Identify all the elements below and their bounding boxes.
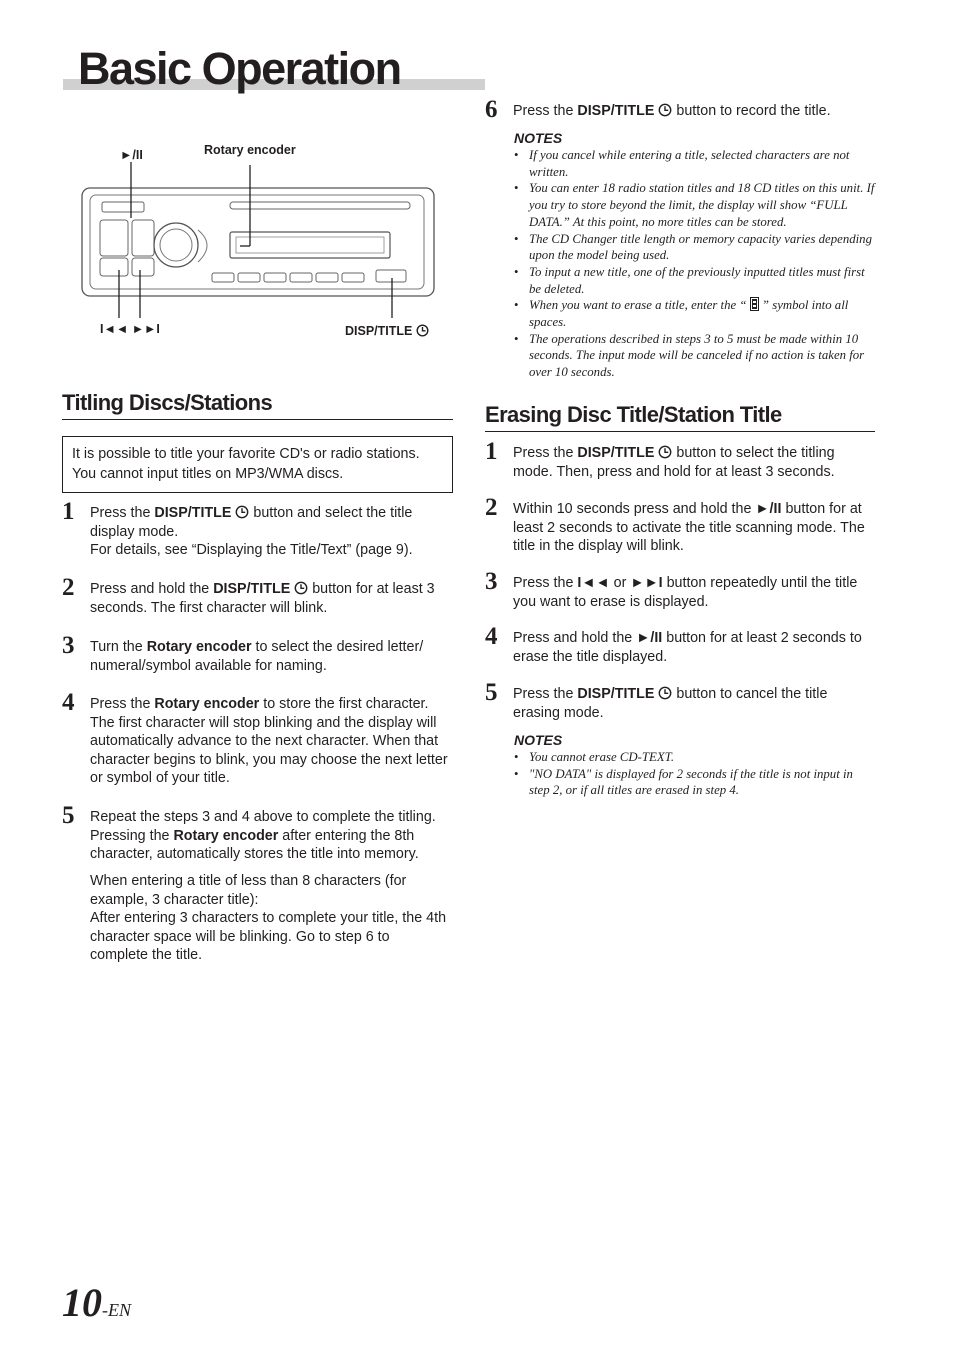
step-text: Press the xyxy=(90,696,155,712)
erasing-notes-heading: NOTES xyxy=(514,732,563,748)
erasing-step-2 xyxy=(485,494,875,556)
step-text: Press the xyxy=(513,445,578,461)
titling-step-6 xyxy=(485,96,875,123)
titling-paragraph-1: When entering a title of less than 8 characters (for example, 3 character title): xyxy=(90,873,407,908)
titling-paragraph-2: After entering 3 characters to complete your title, the 4th character space will be blinking. Go to step 6 to complete the title. xyxy=(90,910,447,964)
step-text: Press the xyxy=(90,505,155,521)
note-item: • You cannot erase CD-TEXT. xyxy=(514,749,875,766)
erasing-step-3 xyxy=(485,568,875,611)
step-text: button for at least 3 seconds. The first character will blink. xyxy=(90,581,435,616)
step-text: button to select the titling mode. Then, press and hold for at least 3 seconds. xyxy=(513,445,835,480)
step-number: 3 xyxy=(62,632,75,659)
note-item: • You can enter 18 radio station titles and 18 CD titles on this unit. If you try to store beyond the limit, the display will show “FULL DATA.” At this point, no more titles can be stored. xyxy=(514,180,875,230)
page-title: Basic Operation xyxy=(78,43,401,94)
note-item: • "NO DATA" is displayed for 2 seconds if the title is not input in step 2, or if all titles are erased in step 4. xyxy=(514,766,875,799)
erasing-step-4 xyxy=(485,623,875,666)
blank-space-symbol-icon xyxy=(750,297,759,311)
note-item: • The CD Changer title length or memory capacity varies depending upon the model being used. xyxy=(514,231,875,264)
titling-step-5 xyxy=(62,802,453,864)
step-text: after entering the 8th character, automatically stores the title into memory. xyxy=(90,827,419,863)
step-text: Repeat the steps 3 and 4 above to complete the titling. Pressing the xyxy=(90,809,436,844)
titling-heading: Titling Discs/Stations xyxy=(62,392,453,420)
button-name: DISP/TITLE xyxy=(577,445,655,461)
step-number: 5 xyxy=(62,802,75,829)
intro-line-2: You cannot input titles on MP3/WMA discs. xyxy=(72,466,344,482)
step-number: 4 xyxy=(62,689,75,716)
titling-notes-list xyxy=(514,147,875,381)
play-pause-icon: ►/II xyxy=(755,501,782,517)
titling-intro-box xyxy=(62,436,453,493)
button-name: DISP/TITLE xyxy=(577,686,655,702)
erasing-step-1 xyxy=(485,438,875,481)
skip-buttons-label: I◄◄ ►►I xyxy=(100,322,160,336)
titling-step-3 xyxy=(62,632,453,675)
step-text: button repeatedly until the title you want to erase is displayed. xyxy=(513,575,858,610)
page-language-suffix: -EN xyxy=(102,1300,131,1320)
control-name: Rotary encoder xyxy=(154,696,260,712)
step-number: 4 xyxy=(485,623,498,650)
disp-title-label: DISP/TITLE xyxy=(345,324,429,338)
note-text: ” symbol into all spaces. xyxy=(529,298,849,330)
step-text: Turn the xyxy=(90,639,147,655)
play-pause-label: ►/II xyxy=(120,148,143,162)
skip-back-icon: I◄◄ xyxy=(577,575,610,591)
titling-step-4 xyxy=(62,689,453,788)
clock-icon xyxy=(658,686,672,700)
rotary-encoder-label: Rotary encoder xyxy=(204,143,296,157)
clock-icon xyxy=(658,103,672,117)
button-name: DISP/TITLE xyxy=(213,581,291,597)
step-text: to store the first character. The first character will stop blinking and the display will automatically advance to the next character. When that character begins to blink, you may choose the next letter or symbol of your title. xyxy=(90,696,448,787)
titling-step-2 xyxy=(62,574,453,617)
step-number: 1 xyxy=(485,438,498,465)
intro-line-1: It is possible to title your favorite CD's or radio stations. xyxy=(72,446,420,462)
step-text: button to record the title. xyxy=(672,103,831,119)
step-text: Press the xyxy=(513,686,578,702)
step-text: Press the xyxy=(513,575,578,591)
step-number: 6 xyxy=(485,96,498,123)
step-text: button to cancel the title erasing mode. xyxy=(513,686,828,721)
page-number-value: 10 xyxy=(62,1280,102,1325)
clock-icon xyxy=(235,505,249,519)
clock-icon xyxy=(294,581,308,595)
play-pause-icon: ►/II xyxy=(636,630,663,646)
step-text: Within 10 seconds press and hold the xyxy=(513,501,756,517)
skip-forward-icon: ►►I xyxy=(630,575,663,591)
step-number: 2 xyxy=(485,494,498,521)
step-number: 3 xyxy=(485,568,498,595)
step-text: button and select the title display mode. xyxy=(90,505,413,540)
step-number: 2 xyxy=(62,574,75,601)
note-item: • To input a new title, one of the previously inputted titles must first be deleted. xyxy=(514,264,875,297)
clock-icon xyxy=(658,445,672,459)
step-text: Press and hold the xyxy=(90,581,214,597)
step-number: 1 xyxy=(62,498,75,525)
note-item: • If you cancel while entering a title, selected characters are not written. xyxy=(514,147,875,180)
erasing-step-5 xyxy=(485,679,875,722)
head-unit-illustration xyxy=(80,140,440,345)
erasing-notes-list xyxy=(514,749,875,799)
step-text: to select the desired letter/ numeral/symbol available for naming. xyxy=(90,639,424,674)
page-number xyxy=(62,1280,131,1325)
step-text: Press the xyxy=(513,103,578,119)
titling-step-1 xyxy=(62,498,453,560)
step-text: Press and hold the xyxy=(513,630,637,646)
control-name: Rotary encoder xyxy=(146,639,252,655)
control-name: Rotary encoder xyxy=(173,827,279,844)
head-unit-diagram xyxy=(80,140,440,345)
button-name: DISP/TITLE xyxy=(577,103,655,119)
button-name: DISP/TITLE xyxy=(154,505,232,521)
note-text: When you want to erase a title, enter the “ xyxy=(529,298,750,313)
step-number: 5 xyxy=(485,679,498,706)
note-item: • The operations described in steps 3 to 5 must be made within 10 seconds. The input mode will be canceled if no action is taken for over 10 seconds. xyxy=(514,331,875,381)
step-extra: For details, see “Displaying the Title/Text” (page 9). xyxy=(90,542,413,559)
step-text: button for at least 2 seconds to activate the title scanning mode. The title in the display will blink. xyxy=(513,501,865,555)
erasing-heading: Erasing Disc Title/Station Title xyxy=(485,404,875,432)
note-item xyxy=(514,297,875,330)
step-text: or xyxy=(609,575,631,591)
notes-heading: NOTES xyxy=(514,130,563,146)
step-text: button for at least 2 seconds to erase the title displayed. xyxy=(513,630,862,665)
